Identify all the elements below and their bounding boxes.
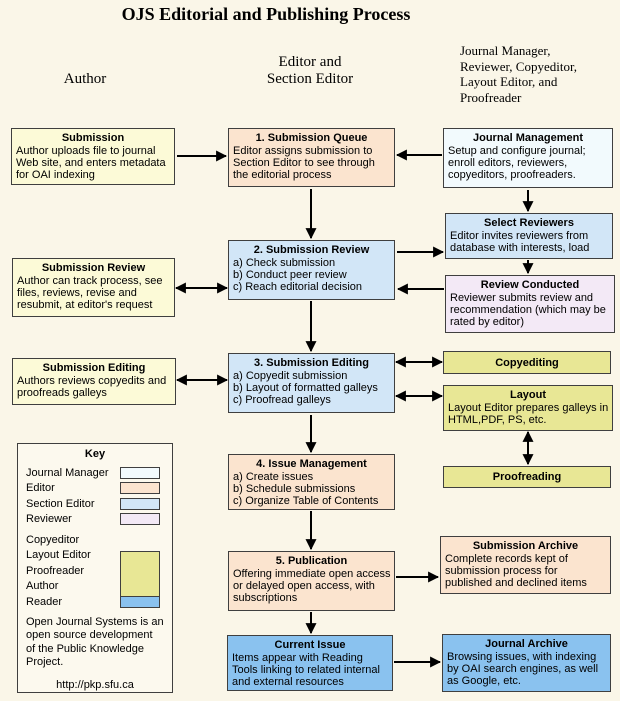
box-publication bbox=[228, 551, 395, 611]
key-label: Journal Manager bbox=[26, 466, 109, 479]
box-submission-archive bbox=[440, 536, 611, 594]
box-title: Copyediting bbox=[495, 356, 559, 369]
box-title: Review Conducted bbox=[480, 279, 580, 291]
box-title: 5. Publication bbox=[275, 555, 348, 567]
column-header-author: Author bbox=[63, 71, 107, 87]
box-body: Editor assigns submission to Section Editor to see through the editorial process bbox=[233, 145, 375, 181]
key-label: Copyeditor bbox=[26, 533, 80, 546]
key-swatch-editor bbox=[120, 482, 160, 494]
key-swatch-reviewer bbox=[120, 513, 160, 525]
box-current-issue bbox=[227, 635, 393, 691]
box-author-submission bbox=[11, 128, 175, 185]
box-title: 3. Submission Editing bbox=[254, 357, 369, 369]
page-title: OJS Editorial and Publishing Process bbox=[121, 4, 411, 24]
box-body: Reviewer submits review and recommendation (which may be rated by editor) bbox=[450, 292, 606, 328]
box-body: a) Check submission b) Conduct peer review c) Reach editorial decision bbox=[233, 257, 363, 293]
key-label: Editor bbox=[26, 482, 55, 495]
key-label: Section Editor bbox=[26, 497, 95, 510]
box-body: Authors reviews copyedits and proofreads galleys bbox=[17, 375, 167, 399]
box-issue-management bbox=[228, 454, 395, 510]
box-body: Complete records kept of submission process for published and declined items bbox=[445, 553, 587, 589]
column-header-manager: Journal Manager, Reviewer, Copyeditor, Layout Editor, and Proofreader bbox=[460, 43, 578, 105]
key-row-copyeditor bbox=[18, 532, 172, 548]
box-title: Submission bbox=[61, 132, 125, 144]
box-body: a) Create issues b) Schedule submissions c) Organize Table of Contents bbox=[233, 471, 379, 507]
box-layout bbox=[443, 385, 613, 431]
key-label: Proofreader bbox=[26, 564, 85, 577]
key-row-reviewer bbox=[18, 512, 172, 528]
box-submission-review bbox=[228, 240, 395, 300]
box-journal-archive bbox=[442, 634, 611, 692]
box-body: a) Copyedit submission b) Layout of formatted galleys c) Proofread galleys bbox=[233, 370, 378, 406]
key-label: Author bbox=[26, 580, 59, 593]
box-submission-editing bbox=[228, 353, 395, 413]
box-title: Journal Archive bbox=[485, 638, 568, 650]
box-body: Editor invites reviewers from database with interests, load bbox=[450, 230, 590, 254]
box-body: Items appear with Reading Tools linking to related internal and external resources bbox=[232, 652, 380, 688]
box-title: Current Issue bbox=[274, 639, 346, 651]
key-label: Reader bbox=[26, 595, 63, 608]
box-title: Submission Editing bbox=[42, 362, 146, 374]
key-url: http://pkp.sfu.ca bbox=[56, 678, 134, 691]
box-title: 2. Submission Review bbox=[253, 244, 370, 256]
box-copyediting bbox=[443, 351, 611, 374]
box-title: 1. Submission Queue bbox=[255, 132, 368, 144]
key-note: Open Journal Systems is an open source development of the Public Knowledge Project. bbox=[26, 615, 164, 668]
box-select-reviewers bbox=[445, 213, 613, 259]
key-box bbox=[17, 443, 173, 693]
box-proofreading bbox=[443, 466, 611, 488]
key-row-section-editor bbox=[18, 496, 172, 512]
box-journal-management bbox=[443, 128, 613, 188]
key-label: Layout Editor bbox=[26, 549, 91, 562]
box-body: Setup and configure journal; enroll editors, reviewers, copyeditors, proofreaders. bbox=[448, 145, 586, 181]
key-swatch-reader bbox=[120, 596, 160, 608]
box-title: Layout bbox=[509, 389, 547, 401]
box-body: Browsing issues, with indexing by OAI search engines, as well as Google, etc. bbox=[447, 651, 599, 687]
key-swatch-section-editor bbox=[120, 498, 160, 510]
key-swatch-journal-manager bbox=[120, 467, 160, 479]
key-row-editor bbox=[18, 481, 172, 497]
box-title: Submission Review bbox=[41, 262, 146, 274]
box-author-submission-editing bbox=[12, 358, 176, 405]
key-label: Reviewer bbox=[26, 513, 72, 526]
box-review-conducted bbox=[445, 275, 615, 333]
key-title: Key bbox=[84, 448, 106, 460]
box-submission-queue bbox=[228, 128, 395, 187]
box-title: Proofreading bbox=[492, 471, 562, 483]
box-author-submission-review bbox=[12, 258, 175, 317]
box-title: 4. Issue Management bbox=[256, 458, 367, 470]
box-body: Author can track process, see files, reviews, revise and resubmit, at editor's request bbox=[17, 275, 163, 311]
key-row-journal-manager bbox=[18, 465, 172, 481]
box-body: Layout Editor prepares galleys in HTML,PDF, PS, etc. bbox=[448, 402, 609, 426]
box-title: Journal Management bbox=[472, 132, 584, 144]
box-title: Submission Archive bbox=[472, 540, 579, 552]
box-body: Author uploads file to journal Web site, and enters metadata for OAI indexing bbox=[16, 145, 166, 181]
column-header-editor: Editor and Section Editor bbox=[266, 54, 354, 87]
key-swatch-copyeditor-group bbox=[120, 551, 160, 597]
box-body: Offering immediate open access or delayed open access, with subscriptions bbox=[233, 568, 391, 604]
box-title: Select Reviewers bbox=[484, 217, 574, 229]
